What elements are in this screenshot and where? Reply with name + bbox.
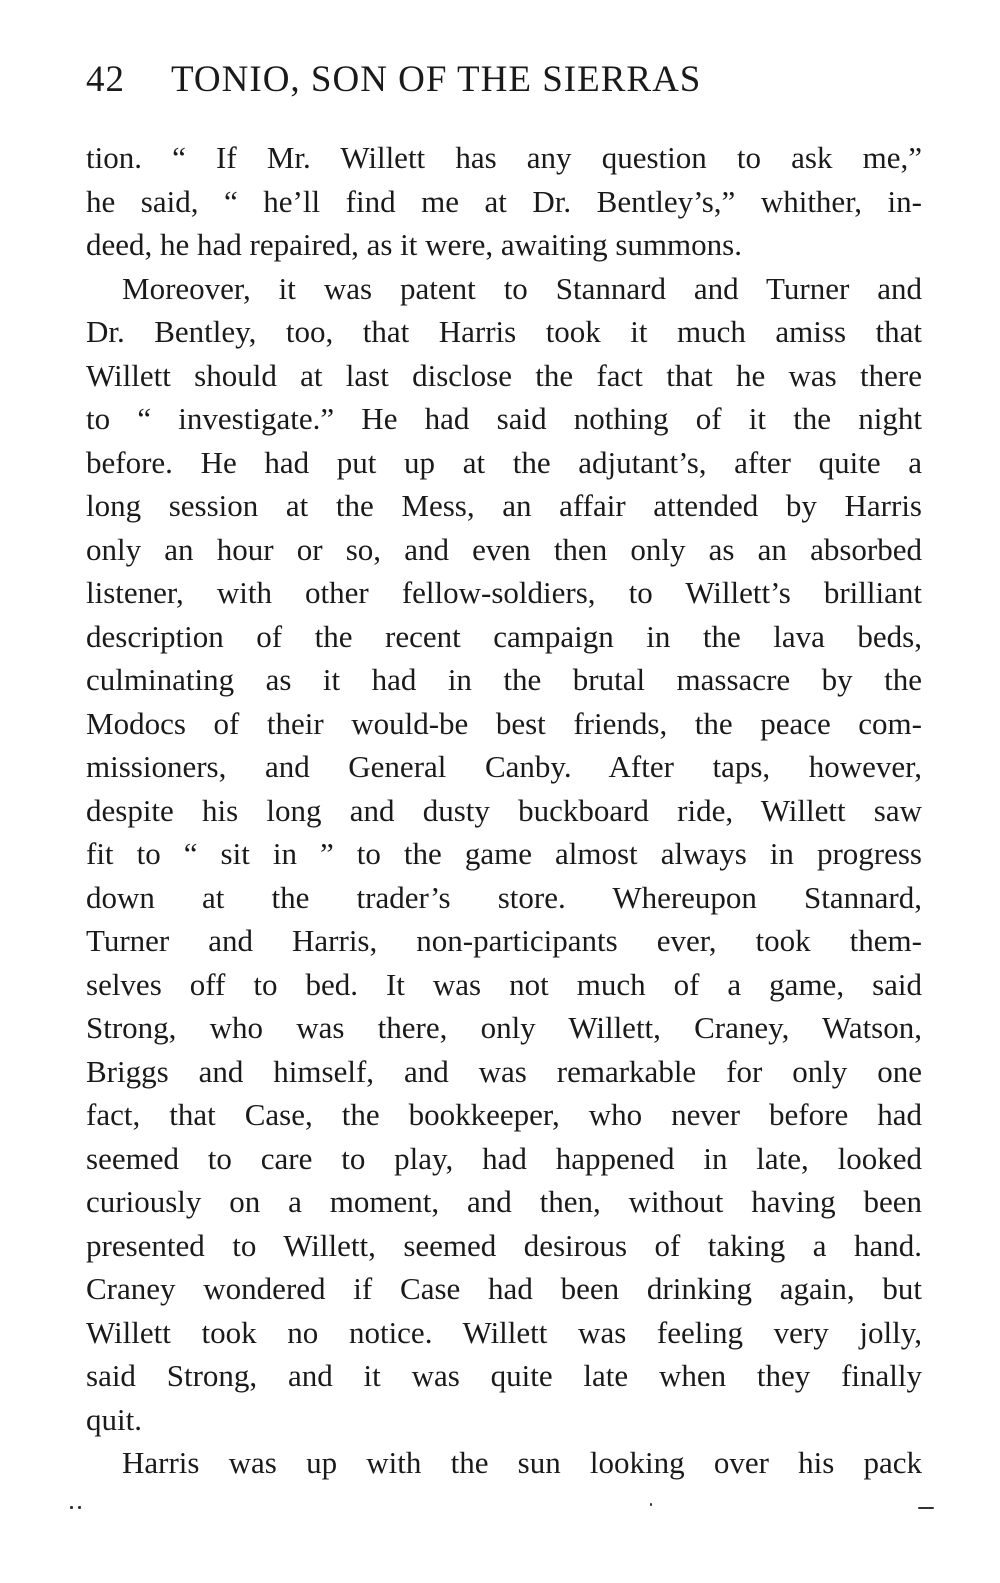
running-title: TONIO, SON OF THE SIERRAS bbox=[171, 59, 702, 100]
text-line: only an hour or so, and even then only as an absorbed bbox=[86, 531, 922, 567]
text-line: to “ investigate.” He had said nothing of it the night bbox=[86, 401, 922, 436]
text-line: deed, he had repaired, as it were, awaiting summons. bbox=[86, 227, 742, 262]
body-text bbox=[86, 136, 922, 1485]
page-number: 42 bbox=[86, 59, 125, 100]
text-line: said Strong, and it was quite late when they finally bbox=[86, 1358, 922, 1393]
text-line: Dr. Bentley, too, that Harris took it much amiss that bbox=[86, 314, 922, 349]
text-line: quit. bbox=[86, 1401, 142, 1437]
print-speck bbox=[78, 1506, 81, 1509]
text-line: Craney wondered if Case had been drinking again, but bbox=[86, 1271, 922, 1306]
text-line: Turner and Harris, non-participants ever, took them- bbox=[86, 923, 922, 958]
text-line: long session at the Mess, an affair attended by Harris bbox=[86, 488, 922, 523]
text-line: missioners, and General Canby. After taps, however, bbox=[86, 749, 922, 784]
text-line: Willett took no notice. Willett was feeling very jolly, bbox=[86, 1314, 922, 1350]
text-line: he said, “ he’ll find me at Dr. Bentley’s,” whither, in- bbox=[86, 183, 922, 219]
text-line: listener, with other fellow-soldiers, to Willett’s brilliant bbox=[86, 575, 922, 610]
text-line: tion. “ If Mr. Willett has any question to ask me,” bbox=[86, 140, 922, 175]
text-line: curiously on a moment, and then, without having been bbox=[86, 1184, 922, 1219]
text-line: Moreover, it was patent to Stannard and Turner and bbox=[122, 270, 922, 306]
running-head bbox=[86, 58, 846, 108]
text-line: fact, that Case, the bookkeeper, who never before had bbox=[86, 1097, 922, 1132]
text-line: selves off to bed. It was not much of a game, said bbox=[86, 966, 922, 1002]
text-line: Briggs and himself, and was remarkable for only one bbox=[86, 1053, 922, 1089]
text-line: description of the recent campaign in the lava beds, bbox=[86, 618, 922, 654]
text-line: before. He had put up at the adjutant’s, after quite a bbox=[86, 444, 922, 480]
text-line: despite his long and dusty buckboard ride, Willett saw bbox=[86, 792, 922, 828]
text-line: culminating as it had in the brutal massacre by the bbox=[86, 662, 922, 697]
text-line: Harris was up with the sun looking over his pack bbox=[122, 1445, 922, 1480]
text-line: presented to Willett, seemed desirous of taking a hand. bbox=[86, 1227, 922, 1263]
text-line: down at the trader’s store. Whereupon Stannard, bbox=[86, 879, 922, 915]
print-speck bbox=[650, 1503, 652, 1506]
text-line: Modocs of their would-be best friends, the peace com- bbox=[86, 705, 922, 741]
print-speck bbox=[70, 1506, 73, 1509]
text-line: Strong, who was there, only Willett, Craney, Watson, bbox=[86, 1010, 922, 1045]
text-line: seemed to care to play, had happened in late, looked bbox=[86, 1140, 922, 1176]
print-speck bbox=[918, 1507, 934, 1509]
text-line: fit to “ sit in ” to the game almost always in progress bbox=[86, 836, 922, 871]
text-line: Willett should at last disclose the fact that he was there bbox=[86, 357, 922, 393]
